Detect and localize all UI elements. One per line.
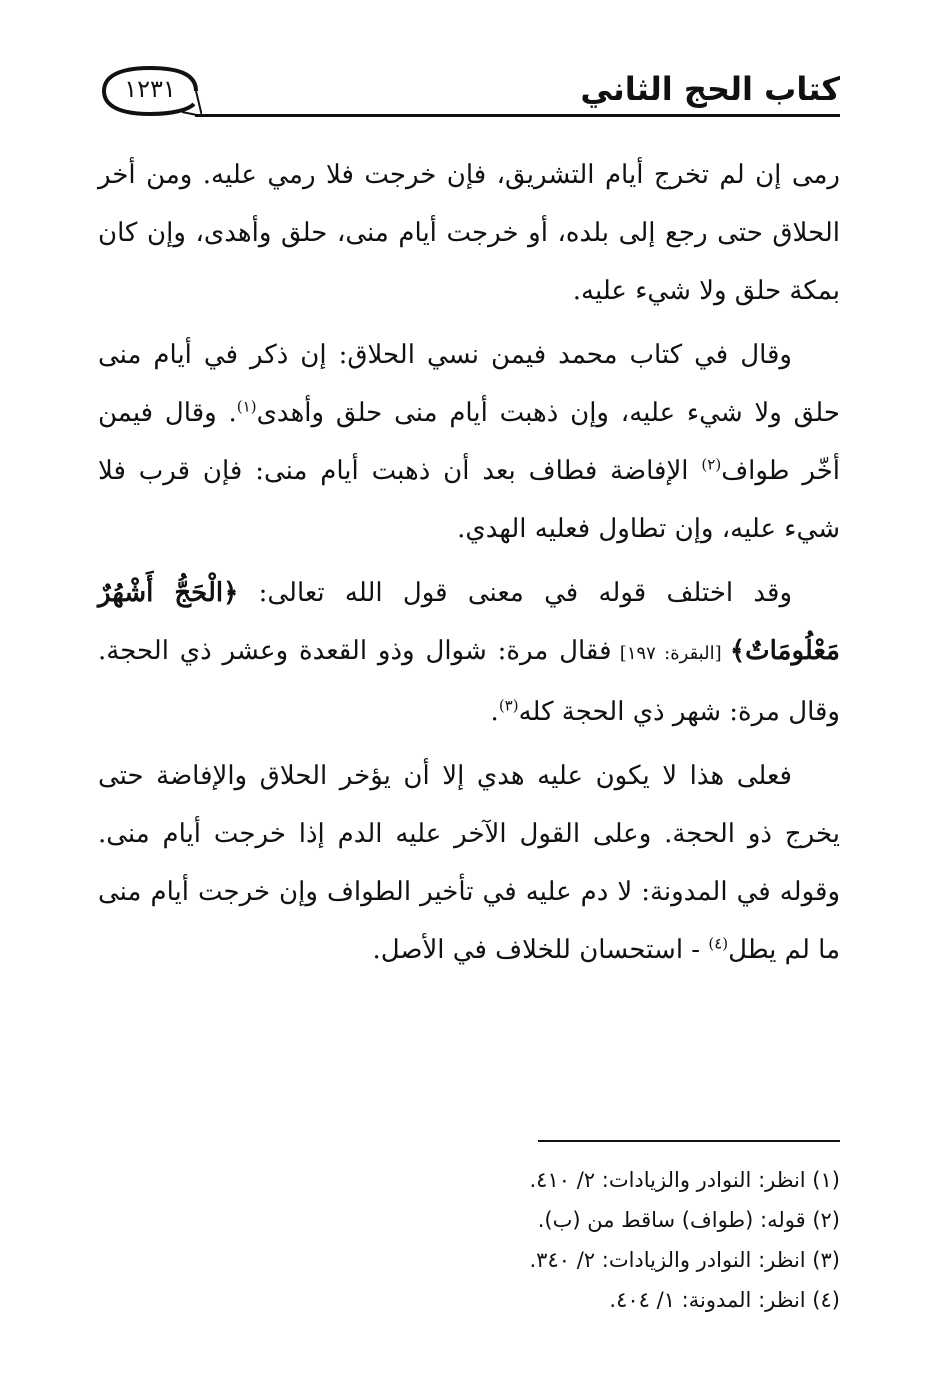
main-text xyxy=(98,146,840,985)
footnote-ref-1[interactable]: (١) xyxy=(236,397,257,416)
paragraph-3-text-c: . xyxy=(490,697,499,727)
paragraph-4-text-b: - استحسان للخلاف في الأصل. xyxy=(372,935,709,965)
verse-reference: [البقرة: ١٩٧] xyxy=(611,643,730,664)
paragraph-3-text-a: وقد اختلف قوله في معنى قول الله تعالى: xyxy=(238,578,793,608)
footnote-3: (٣) انظر: النوادر والزيادات: ٢/ ٣٤٠. xyxy=(529,1248,840,1272)
footnote-4: (٤) انظر: المدونة: ١/ ٤٠٤. xyxy=(609,1288,840,1312)
paragraph-2-text-a: وقال في كتاب محمد فيمن نسي الحلاق: إن ذكر في أيام منى حلق ولا شيء عليه، وإن ذهبت أيام منى حلق وأهدى xyxy=(98,340,840,428)
footnote-ref-3[interactable]: (٣) xyxy=(498,696,519,715)
footnote-ref-4[interactable]: (٤) xyxy=(708,934,729,953)
page-number-badge xyxy=(98,64,202,118)
paragraph-1 xyxy=(98,146,840,320)
footnote-separator xyxy=(538,1140,840,1142)
footnote-ref-2[interactable]: (٢) xyxy=(701,455,722,474)
paragraph-4-text-a: فعلى هذا لا يكون عليه هدي إلا أن يؤخر الحلاق والإفاضة حتى يخرج ذو الحجة. وعلى القول الآخر عليه الدم إذا خرجت أيام منى. وقوله في المدونة: لا دم عليه في تأخير الطواف وإن خرجت أيام منى ما لم يطل xyxy=(98,761,840,965)
paragraph-4 xyxy=(98,747,840,979)
quran-verse: ﴿الْحَجُّ أَشْهُرٌ مَعْلُومَاتٌ﴾ xyxy=(98,578,840,666)
paragraph-3 xyxy=(98,564,840,741)
page-header xyxy=(95,62,840,122)
footnotes xyxy=(300,1160,840,1320)
paragraph-2-text-c: الإفاضة فطاف بعد أن ذهبت أيام منى: فإن قرب فلا شيء عليه، وإن تطاول فعليه الهدي. xyxy=(98,456,840,544)
book-title: كتاب الحج الثاني xyxy=(580,70,840,108)
header-rule xyxy=(195,114,840,117)
paragraph-2 xyxy=(98,326,840,558)
page-number: ١٢٣١ xyxy=(124,75,176,103)
paragraph-1-text: رمى إن لم تخرج أيام التشريق، فإن خرجت فلا رمي عليه. ومن أخر الحلاق حتى رجع إلى بلده، أو خرجت أيام منى، حلق وأهدى، وإن كان بمكة حلق ولا شيء عليه. xyxy=(98,160,840,306)
paragraph-2-text-b: . وقال فيمن أخّر طواف xyxy=(98,398,840,486)
footnote-2: (٢) قوله: (طواف) ساقط من (ب). xyxy=(537,1208,840,1232)
footnote-1: (١) انظر: النوادر والزيادات: ٢/ ٤١٠. xyxy=(529,1168,840,1192)
paragraph-3-text-b: فقال مرة: شوال وذو القعدة وعشر ذي الحجة. وقال مرة: شهر ذي الحجة كله xyxy=(98,636,840,727)
